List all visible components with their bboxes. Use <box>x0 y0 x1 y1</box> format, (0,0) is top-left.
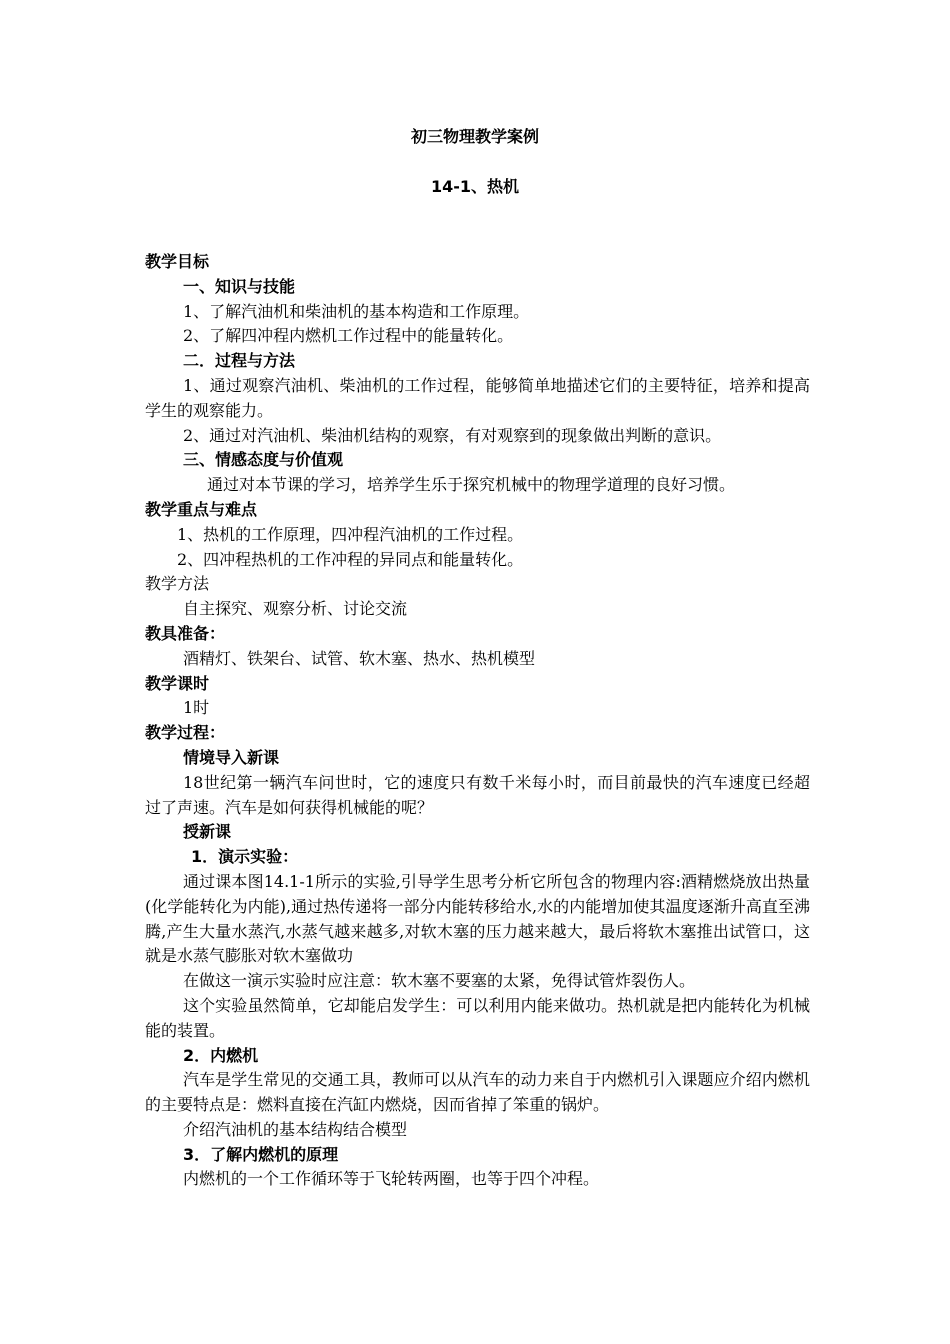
engine-heading: 2．内燃机 <box>183 1045 259 1065</box>
process-main-heading: 教学过程： <box>145 723 226 743</box>
document-body <box>145 250 810 1192</box>
demo-heading: 1．演示实验： <box>191 847 299 867</box>
emotion-item-1: 通过对本节课的学习，培养学生乐于探究机械中的物理学道理的良好习惯。 <box>207 475 736 495</box>
principle-paragraph: 内燃机的一个工作循环等于飞轮转两圈，也等于四个冲程。 <box>183 1169 600 1189</box>
method-item: 自主探究、观察分析、讨论交流 <box>183 599 408 619</box>
knowledge-item-2: 2、了解四冲程内燃机工作过程中的能量转化。 <box>183 326 514 346</box>
new-lesson-heading: 授新课 <box>183 822 232 842</box>
principle-heading: 3．了解内燃机的原理 <box>183 1144 339 1164</box>
intro-heading: 情境导入新课 <box>183 747 280 767</box>
focus-item-2: 2、四冲程热机的工作冲程的异同点和能量转化。 <box>177 549 524 569</box>
knowledge-heading: 一、知识与技能 <box>183 276 296 296</box>
engine-paragraph-2: 介绍汽油机的基本结构结合模型 <box>183 1119 408 1139</box>
hours-heading: 教学课时 <box>145 673 210 693</box>
document-title: 初三物理教学案例 <box>410 127 539 146</box>
hours-item: 1时 <box>183 698 210 718</box>
process-heading: 二．过程与方法 <box>183 351 296 371</box>
tools-item: 酒精灯、铁架台、试管、软木塞、热水、热机模型 <box>183 648 536 668</box>
focus-item-1: 1、热机的工作原理，四冲程汽油机的工作过程。 <box>177 524 524 544</box>
engine-paragraph-1: 汽车是学生常见的交通工具，教师可以从汽车的动力来自于内燃机引入课题应介绍内燃机的主要特点是：燃料直接在汽缸内燃烧，因而省掉了笨重的锅炉。 <box>145 1070 810 1115</box>
method-heading: 教学方法 <box>145 574 210 594</box>
emotion-heading: 三、情感态度与价值观 <box>183 450 344 470</box>
demo-paragraph-3: 这个实验虽然简单，它却能启发学生：可以利用内能来做功。热机就是把内能转化为机械能的装置。 <box>145 995 810 1040</box>
process-item-1: 1、通过观察汽油机、柴油机的工作过程，能够简单地描述它们的主要特征，培养和提高学生的观察能力。 <box>145 375 810 420</box>
process-item-2: 2、通过对汽油机、柴油机结构的观察，有对观察到的现象做出判断的意识。 <box>183 425 722 445</box>
tools-heading: 教具准备： <box>145 623 226 643</box>
goals-heading: 教学目标 <box>145 252 210 271</box>
demo-paragraph-2: 在做这一演示实验时应注意：软木塞不要塞的太紧，免得试管炸裂伤人。 <box>183 971 696 991</box>
focus-heading: 教学重点与难点 <box>145 499 258 519</box>
knowledge-item-1: 1、了解汽油机和柴油机的基本构造和工作原理。 <box>183 301 530 321</box>
lesson-title: 14-1、热机 <box>430 177 520 196</box>
demo-paragraph-1: 通过课本图14.1-1所示的实验,引导学生思考分析它所包含的物理内容:酒精燃烧放出热量(化学能转化为内能),通过热传递将一部分内能转移给水,水的内能增加使其温度逐渐升高直至沸腾,产生大量水蒸汽,水蒸气越来越多,对软木塞的压力越来越大，最后将软木塞推出试管口，这就是水蒸气膨胀对软木塞做功 <box>145 871 810 966</box>
intro-paragraph: 18世纪第一辆汽车问世时，它的速度只有数千米每小时，而目前最快的汽车速度已经超过了声速。汽车是如何获得机械能的呢？ <box>145 772 810 817</box>
